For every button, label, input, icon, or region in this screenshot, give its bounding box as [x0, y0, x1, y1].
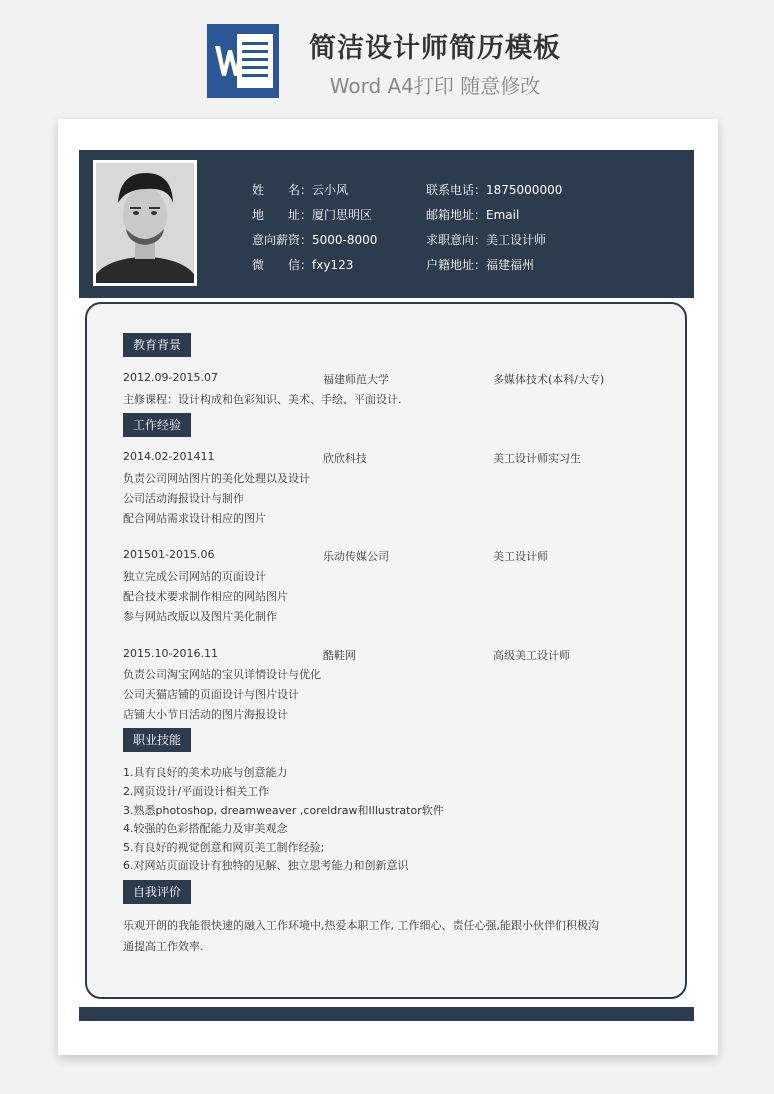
doc-subtitle: Word A4打印 随意修改 — [329, 74, 541, 98]
self-eval-heading: 自我评价 — [123, 880, 191, 904]
address-field: 地 址：厦门思明区 — [252, 208, 373, 222]
job-duty: 负责公司淘宝网站的宝贝详情设计与优化 — [123, 668, 321, 681]
profile-photo — [93, 160, 197, 286]
skill-item: 3.熟悉photoshop, dreamweaver ,coreldraw和Illustrator软件 — [123, 804, 444, 817]
skill-item: 2.网页设计/平面设计相关工作 — [123, 785, 270, 798]
job-period: 201501-2015.06 — [123, 548, 215, 561]
skill-item: 1.具有良好的美术功底与创意能力 — [123, 766, 288, 779]
skill-item: 5.有良好的视觉创意和网页美工制作经验; — [123, 841, 325, 854]
job-intent-field: 求职意向：美工设计师 — [426, 233, 547, 247]
word-document-icon — [207, 24, 279, 98]
footer-band — [79, 1007, 694, 1021]
skill-item: 6.对网站页面设计有独特的见解、独立思考能力和创新意识 — [123, 859, 409, 872]
job-company: 酷鞋网 — [323, 649, 356, 662]
education-major: 多媒体技术(本科/大专) — [493, 373, 605, 386]
work-heading: 工作经验 — [123, 413, 191, 437]
job-duty: 配合网站需求设计相应的图片 — [123, 512, 266, 525]
profile-header — [79, 150, 694, 298]
self-eval-text: 通提高工作效率. — [123, 940, 204, 953]
phone-field: 联系电话：1875000000 — [426, 183, 563, 197]
job-duty: 独立完成公司网站的页面设计 — [123, 570, 266, 583]
salary-field: 意向薪资：5000-8000 — [252, 233, 378, 247]
job-duty: 店铺大小节日活动的图片海报设计 — [123, 708, 288, 721]
job-position: 高级美工设计师 — [493, 649, 570, 662]
job-position: 美工设计师实习生 — [493, 452, 581, 465]
email-field: 邮箱地址：Email — [426, 208, 520, 222]
wechat-field: 微 信：fxy123 — [252, 258, 354, 272]
job-duty: 配合技术要求制作相应的网站图片 — [123, 590, 288, 603]
education-period: 2012.09-2015.07 — [123, 371, 218, 384]
job-duty: 参与网站改版以及图片美化制作 — [123, 610, 277, 623]
self-eval-text: 乐观开朗的我能很快速的融入工作环境中,热爱本职工作, 工作细心、责任心强,能跟小伙伴们积极沟 — [123, 919, 599, 932]
hukou-field: 户籍地址：福建福州 — [426, 258, 535, 272]
name-field: 姓 名：云小风 — [252, 183, 349, 197]
job-position: 美工设计师 — [493, 550, 548, 563]
resume-page — [58, 119, 718, 1055]
job-period: 2014.02-201411 — [123, 450, 215, 463]
portrait-image — [96, 163, 194, 283]
job-company: 乐动传媒公司 — [323, 550, 389, 563]
job-duty: 负责公司网站图片的美化处理以及设计 — [123, 472, 310, 485]
job-duty: 公司活动海报设计与制作 — [123, 492, 244, 505]
preview-header — [0, 0, 774, 118]
job-period: 2015.10-2016.11 — [123, 647, 218, 660]
education-heading: 教育背景 — [123, 333, 191, 357]
job-company: 欣欣科技 — [323, 452, 367, 465]
skill-item: 4.较强的色彩搭配能力及审美观念 — [123, 822, 288, 835]
education-school: 福建师范大学 — [323, 373, 389, 386]
skills-heading: 职业技能 — [123, 728, 191, 752]
education-courses: 主修课程：设计构成和色彩知识、美术、手绘、平面设计. — [123, 393, 402, 406]
resume-body — [85, 302, 687, 999]
doc-title: 简洁设计师简历模板 — [309, 33, 561, 64]
job-duty: 公司天猫店铺的页面设计与图片设计 — [123, 688, 299, 701]
